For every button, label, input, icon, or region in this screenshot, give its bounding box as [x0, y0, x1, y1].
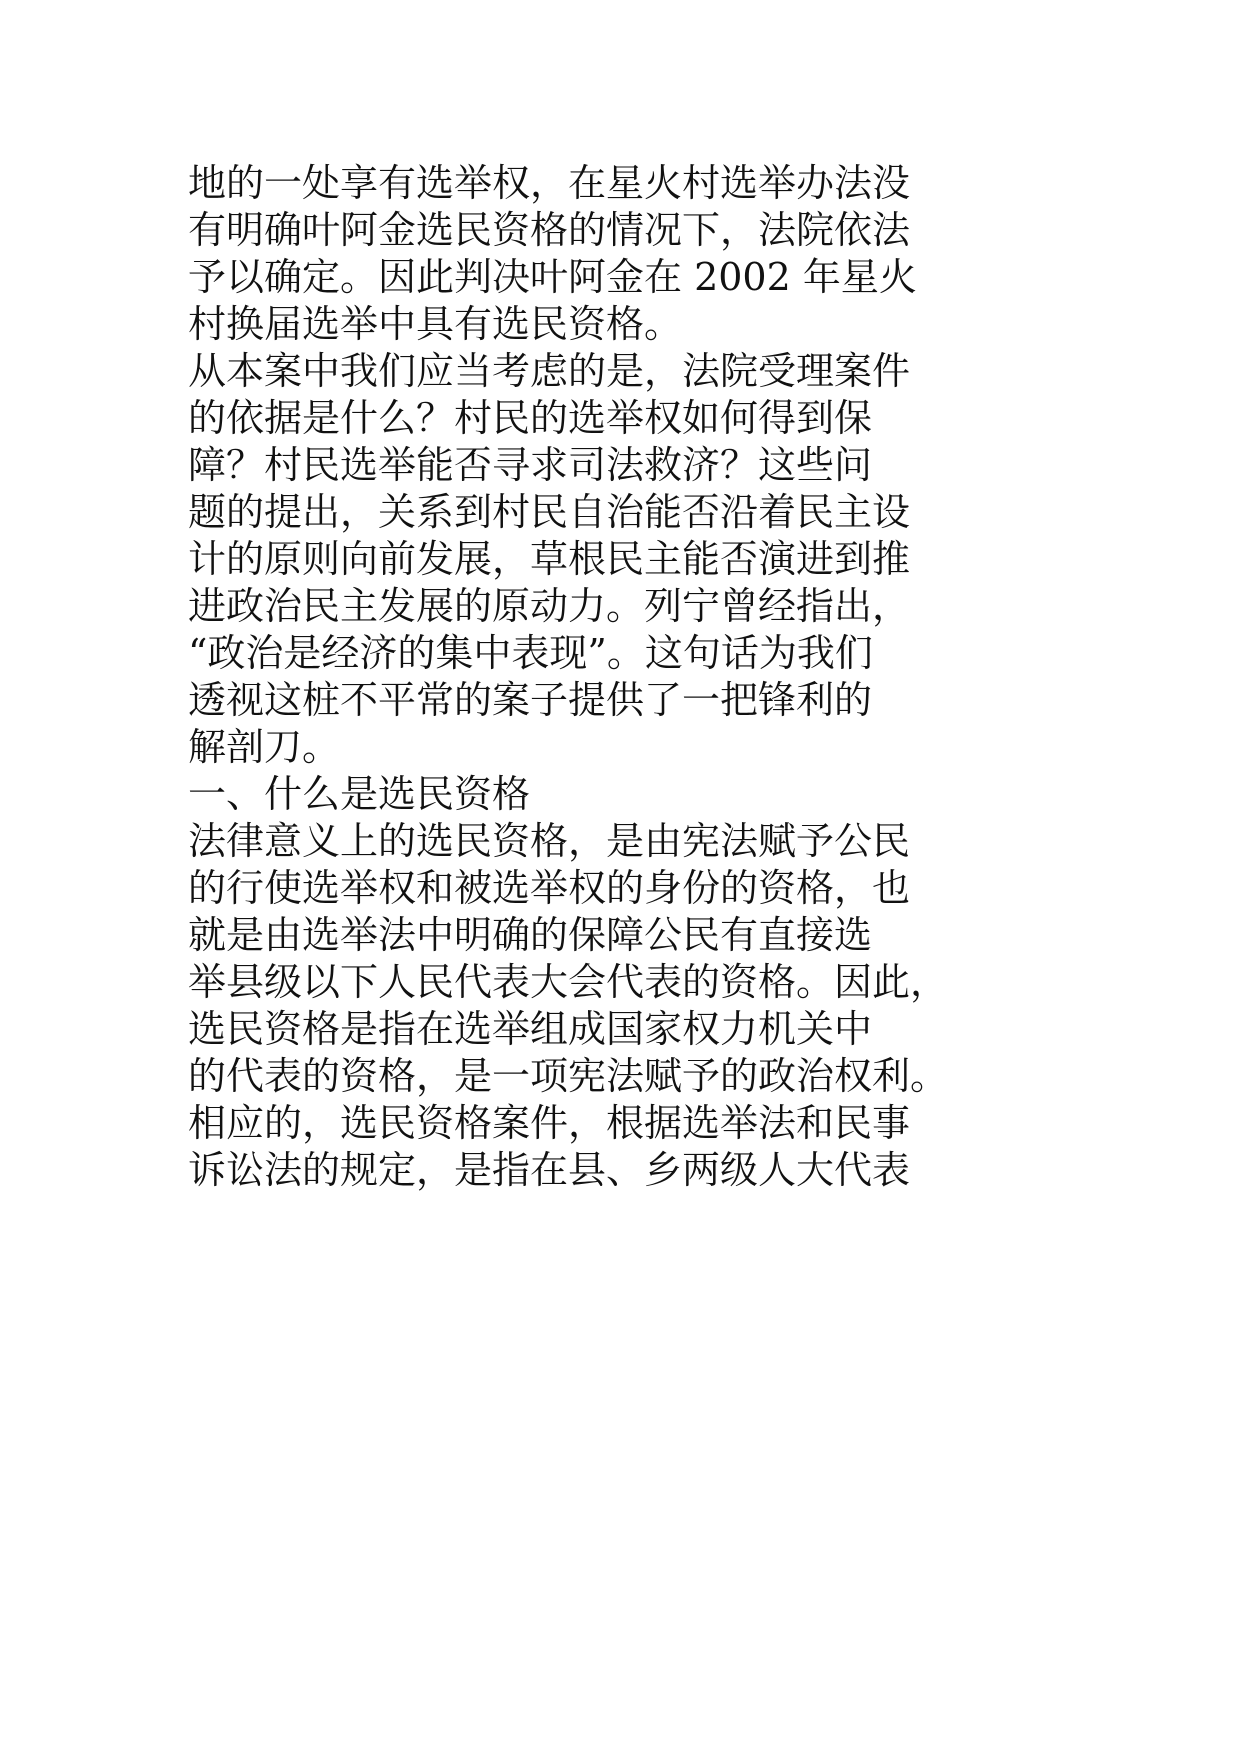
text-line-18: 举县级以下人民代表大会代表的资格。因此， [188, 960, 949, 1004]
text-line-4: 村换届选举中具有选民资格。 [188, 302, 683, 346]
text-line-11: “政治是经济的集中表现”。这句话为我们 [188, 631, 873, 675]
section-heading: 一、什么是选民资格 [188, 772, 531, 816]
text-line-16: 的行使选举权和被选举权的身份的资格，也 [188, 866, 911, 910]
body-text [188, 160, 1088, 1194]
text-line-21: 相应的，选民资格案件，根据选举法和民事 [188, 1101, 911, 1145]
text-line-5: 从本案中我们应当考虑的是，法院受理案件 [188, 349, 911, 393]
text-line-3: 予以确定。因此判决叶阿金在 2002 年星火 [188, 255, 917, 299]
text-line-8: 题的提出，关系到村民自治能否沿着民主设 [188, 490, 911, 534]
text-line-7: 障？村民选举能否寻求司法救济？这些问 [188, 443, 873, 487]
text-line-22: 诉讼法的规定，是指在县、乡两级人大代表 [188, 1148, 911, 1192]
text-line-15: 法律意义上的选民资格，是由宪法赋予公民 [188, 819, 911, 863]
text-line-17: 就是由选举法中明确的保障公民有直接选 [188, 913, 873, 957]
text-line-20: 的代表的资格，是一项宪法赋予的政治权利。 [188, 1054, 949, 1098]
text-line-12: 透视这桩不平常的案子提供了一把锋利的 [188, 678, 873, 722]
text-line-9: 计的原则向前发展，草根民主能否演进到推 [188, 537, 911, 581]
text-line-6: 的依据是什么？村民的选举权如何得到保 [188, 396, 873, 440]
text-line-2: 有明确叶阿金选民资格的情况下，法院依法 [188, 208, 911, 252]
text-line-1: 地的一处享有选举权，在星火村选举办法没 [188, 161, 911, 205]
text-line-13: 解剖刀。 [188, 725, 341, 769]
text-line-10: 进政治民主发展的原动力。列宁曾经指出， [188, 584, 911, 628]
text-line-19: 选民资格是指在选举组成国家权力机关中 [188, 1007, 873, 1051]
